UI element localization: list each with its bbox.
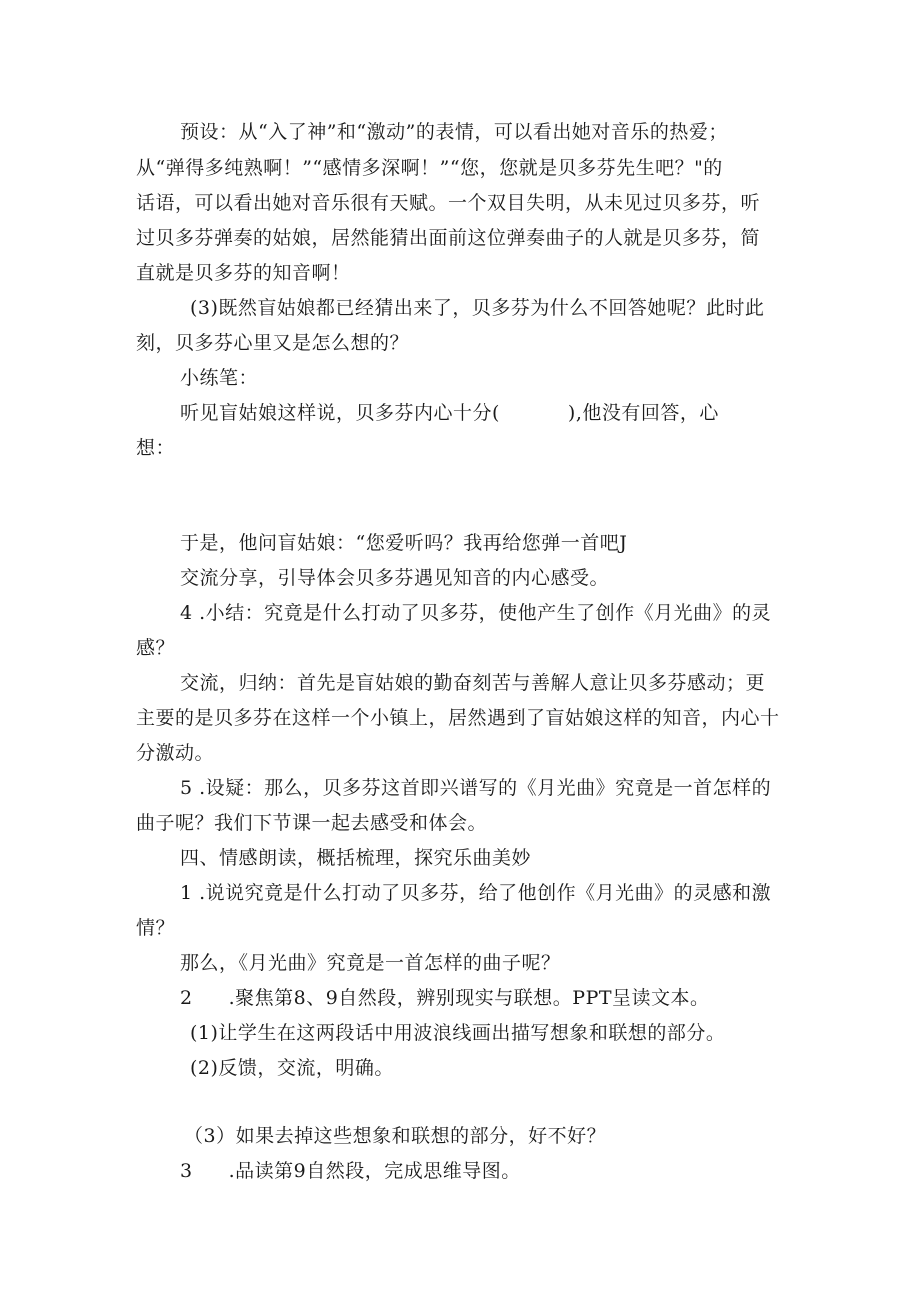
practice-heading: 小练笔：: [180, 367, 259, 389]
fill-in-prefix: 听见盲姑娘这样说，贝多芬内心十分(: [180, 402, 500, 424]
section-heading: 四、情感朗读，概括梳理，探究乐曲美妙: [180, 847, 532, 869]
paragraph-line: 预设：从“入了神”和“激动”的表情，可以看出她对音乐的热爱；: [180, 121, 728, 143]
item-number: 3: [180, 1160, 193, 1182]
paragraph-line: (2)反馈，交流，明确。: [190, 1057, 394, 1079]
paragraph-line: 于是，他问盲姑娘：“您爱听吗？我再给您弹一首吧J: [180, 532, 628, 554]
paragraph-line: 想：: [136, 437, 176, 459]
numbered-item: [180, 1159, 521, 1183]
paragraph-line: 1 .说说究竟是什么打动了贝多芬，给了他创作《月光曲》的灵感和激: [180, 882, 772, 904]
paragraph-line: 曲子呢？我们下节课一起去感受和体会。: [136, 812, 488, 834]
paragraph-line: 情？: [136, 917, 176, 939]
item-text: .聚焦第8、9自然段，辨别现实与联想。PPT呈读文本。: [228, 987, 710, 1009]
paragraph-line: 过贝多芬弹奏的姑娘，居然能猜出面前这位弹奏曲子的人就是贝多芬，简: [136, 227, 761, 249]
paragraph-line: 直就是贝多芬的知音啊！: [136, 262, 351, 284]
paragraph-line: 交流分享，引导体会贝多芬遇见知音的内心感受。: [180, 567, 610, 589]
paragraph-line: 5 .设疑：那么，贝多芬这首即兴谱写的《月光曲》究竟是一首怎样的: [180, 777, 772, 799]
paragraph-line: (1)让学生在这两段话中用波浪线画出描写想象和联想的部分。: [190, 1022, 726, 1044]
paragraph-line: 那么，《月光曲》究竟是一首怎样的曲子呢？: [180, 952, 561, 974]
numbered-item: [180, 986, 710, 1010]
paragraph-line: 4 .小结：究竟是什么打动了贝多芬，使他产生了创作《月光曲》的灵: [180, 602, 772, 624]
item-text: .品读第9自然段，完成思维导图。: [228, 1160, 521, 1182]
paragraph-line: 交流，归纳：首先是盲姑娘的勤奋刻苦与善解人意让贝多芬感动；更: [180, 672, 766, 694]
paragraph-line: 感？: [136, 637, 176, 659]
paragraph-line: （3）如果去掉这些想象和联想的部分，好不好？: [184, 1125, 607, 1147]
paragraph-line: 主要的是贝多芬在这样一个小镇上，居然遇到了盲姑娘这样的知音，内心十: [136, 707, 780, 729]
paragraph-line: 从“弹得多纯熟啊！”“感情多深啊！”“您，您就是贝多芬先生吧？"的: [136, 157, 723, 179]
paragraph-line: (3)既然盲姑娘都已经猜出来了，贝多芬为什么不回答她呢？此时此: [190, 297, 765, 319]
fill-in-suffix: ),他没有回答，心: [567, 402, 719, 424]
paragraph-line: 刻，贝多芬心里又是怎么想的？: [136, 332, 410, 354]
fill-in-line: [180, 401, 719, 425]
paragraph-line: 分激动。: [136, 742, 215, 764]
paragraph-line: 话语，可以看出她对音乐很有天赋。一个双目失明，从未见过贝多芬，听: [136, 192, 761, 214]
item-number: 2: [180, 987, 193, 1009]
